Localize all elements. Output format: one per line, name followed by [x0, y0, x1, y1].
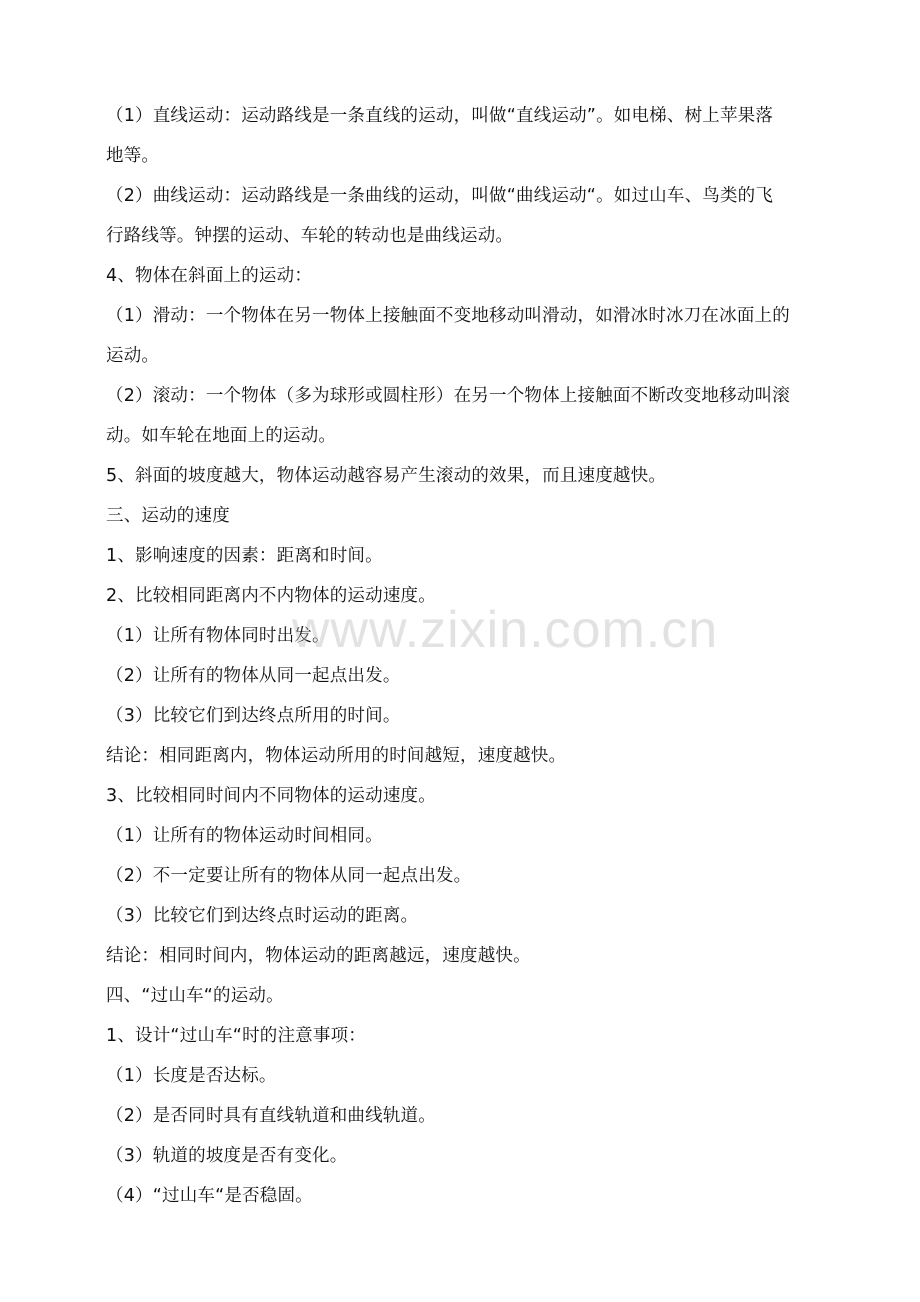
text-line: （1）滑动：一个物体在另一物体上接触面不变地移动叫滑动，如滑冰时冰刀在冰面上的 [106, 306, 790, 326]
text-line: （1）让所有物体同时出发。 [106, 626, 330, 646]
text-line: 1、影响速度的因素：距离和时间。 [106, 546, 383, 566]
text-line: （2）曲线运动：运动路线是一条曲线的运动，叫做“曲线运动“。如过山车、鸟类的飞 [106, 186, 774, 206]
text-line: 1、设计“过山车“时的注意事项： [106, 1026, 366, 1046]
text-line: 动。如车轮在地面上的运动。 [106, 426, 337, 446]
section-heading: 四、“过山车“的运动。 [106, 986, 284, 1006]
section-heading: 三、运动的速度 [106, 506, 230, 526]
text-line: 2、比较相同距离内不内物体的运动速度。 [106, 586, 436, 606]
text-line: （3）轨道的坡度是否有变化。 [106, 1146, 348, 1166]
text-line: 行路线等。钟摆的运动、车轮的转动也是曲线运动。 [106, 226, 514, 246]
conclusion-line: 结论：相同距离内，物体运动所用的时间越短，速度越快。 [106, 746, 567, 766]
watermark: www.zixin.com.cn [291, 601, 719, 659]
text-line: 3、比较相同时间内不同物体的运动速度。 [106, 786, 436, 806]
document-body [106, 96, 818, 1216]
text-line: （2）滚动：一个物体（多为球形或圆柱形）在另一个物体上接触面不断改变地移动叫滚 [106, 386, 790, 406]
text-line: （3）比较它们到达终点时运动的距离。 [106, 906, 419, 926]
text-line: （1）长度是否达标。 [106, 1066, 277, 1086]
text-line: （4）“过山车“是否稳固。 [106, 1186, 313, 1206]
text-line: （2）让所有的物体从同一起点出发。 [106, 666, 401, 686]
text-line: 5、斜面的坡度越大，物体运动越容易产生滚动的效果，而且速度越快。 [106, 466, 667, 486]
text-line: （2）不一定要让所有的物体从同一起点出发。 [106, 866, 472, 886]
text-line: （1）让所有的物体运动时间相同。 [106, 826, 383, 846]
text-line: （3）比较它们到达终点所用的时间。 [106, 706, 401, 726]
text-line: 4、物体在斜面上的运动： [106, 266, 313, 286]
text-line: 地等。 [106, 146, 160, 166]
text-line: （1）直线运动：运动路线是一条直线的运动，叫做“直线运动”。如电梯、树上苹果落 [106, 106, 774, 126]
conclusion-line: 结论：相同时间内，物体运动的距离越远，速度越快。 [106, 946, 531, 966]
text-line: 运动。 [106, 346, 160, 366]
text-line: （2）是否同时具有直线轨道和曲线轨道。 [106, 1106, 436, 1126]
